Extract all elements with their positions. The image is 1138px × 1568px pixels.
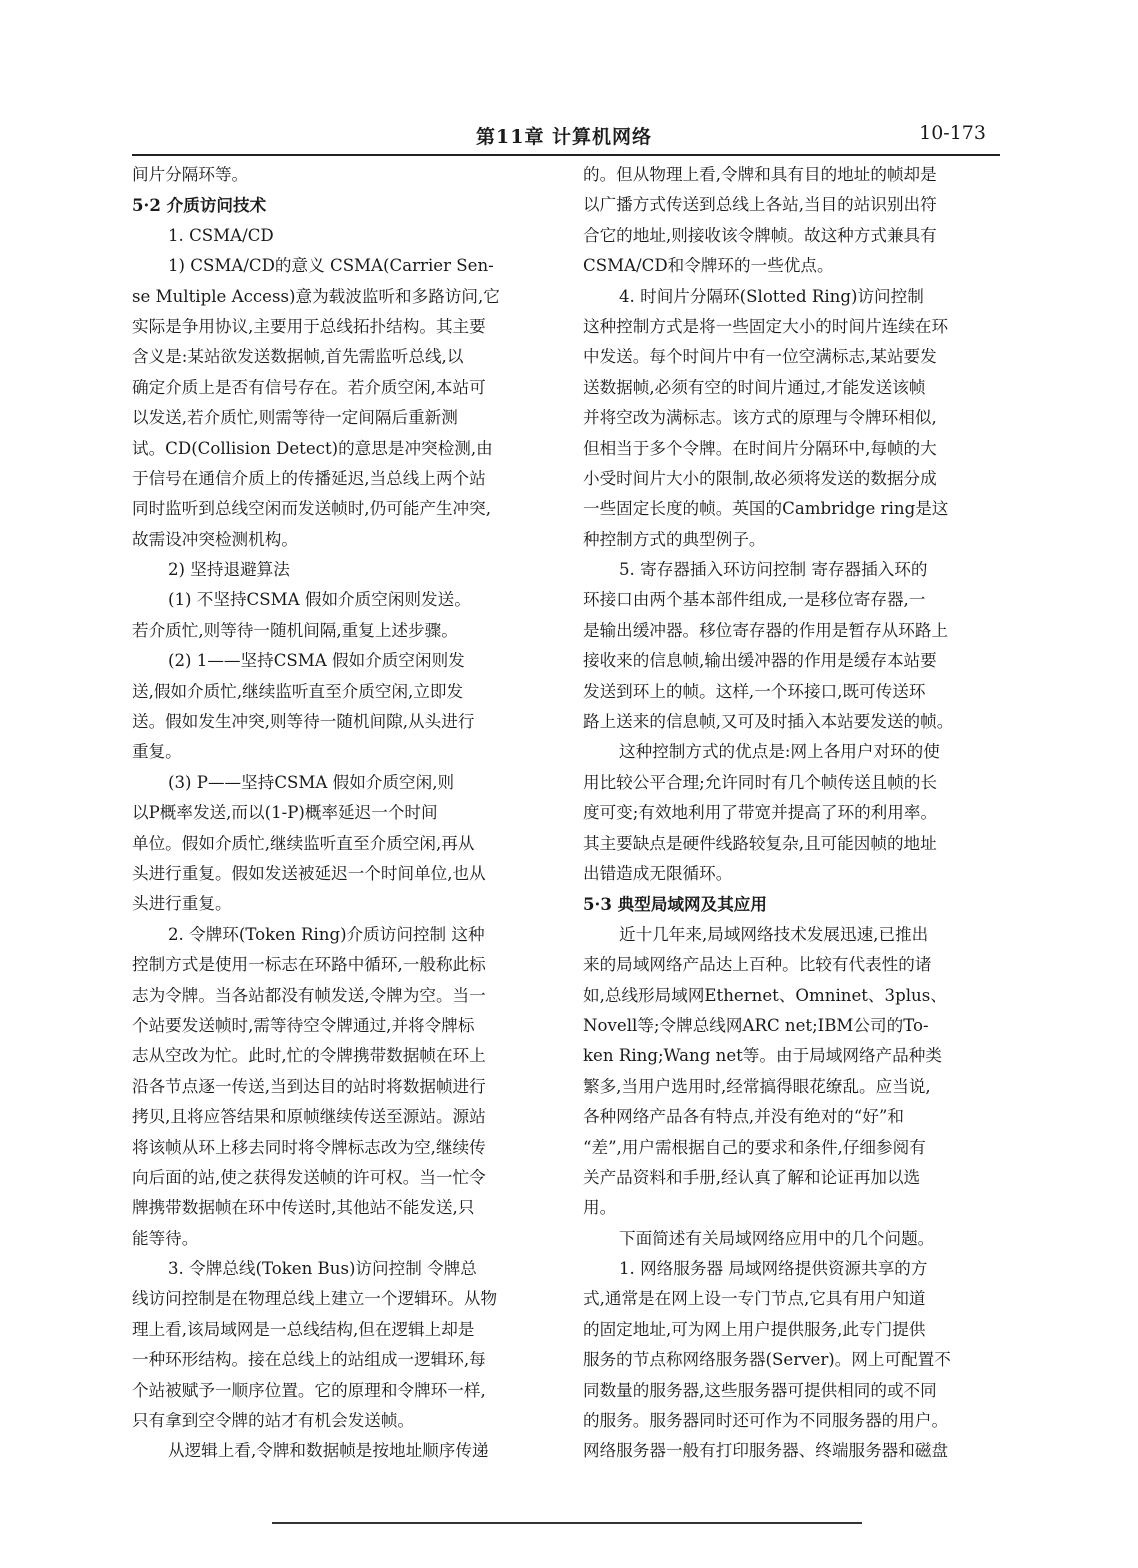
left-column: [132, 160, 552, 1467]
text-line: 但相当于多个令牌。在时间片分隔环中,每帧的大: [583, 438, 937, 458]
text-line: 来的局域网络产品达上百种。比较有代表性的诸: [583, 955, 932, 975]
text-line: 能等待。: [132, 1228, 199, 1248]
text-line: 关产品资料和手册,经认真了解和论证再加以选: [583, 1167, 921, 1187]
text-line: 繁多,当用户选用时,经常搞得眼花缭乱。应当说,: [583, 1076, 931, 1096]
text-line: 2. 令牌环(Token Ring)介质访问控制 这种: [168, 924, 485, 944]
text-line: 小受时间片大小的限制,故必须将发送的数据分成: [583, 468, 937, 488]
text-line: 并将空改为满标志。该方式的原理与令牌环相似,: [583, 408, 937, 428]
text-line: 用。: [583, 1198, 617, 1218]
text-line: 5. 寄存器插入环访问控制 寄存器插入环的: [619, 560, 928, 580]
text-line: 用比较公平合理;允许同时有几个帧传送且帧的长: [583, 772, 938, 792]
text-line: 这种控制方式是将一些固定大小的时间片连续在环: [583, 316, 949, 336]
text-line: 路上送来的信息帧,又可及时插入本站要发送的帧。: [583, 712, 954, 732]
text-line: 志为令牌。当各站都没有帧发送,令牌为空。当一: [132, 985, 486, 1005]
text-line: 个站被赋予一顺序位置。它的原理和令牌环一样,: [132, 1380, 486, 1400]
text-line: 控制方式是使用一标志在环路中循环,一般称此标: [132, 955, 486, 975]
text-line: 送。假如发生冲突,则等待一随机间隙,从头进行: [132, 712, 475, 732]
text-line: 如,总线形局域网Ethernet、Omninet、3plus、: [583, 985, 947, 1005]
section-heading: 5·2 介质访问技术: [132, 195, 267, 216]
right-column: [583, 160, 1003, 1467]
text-line: CSMA/CD和令牌环的一些优点。: [583, 256, 834, 276]
text-line: 理上看,该局域网是一总线结构,但在逻辑上却是: [132, 1319, 475, 1339]
text-line: 送数据帧,必须有空的时间片通过,才能发送该帧: [583, 377, 926, 397]
text-line: 以广播方式传送到总线上各站,当目的站识别出符: [583, 195, 937, 215]
text-line: 2) 坚持退避算法: [168, 560, 290, 580]
text-line: 送,假如介质忙,继续监听直至介质空闲,立即发: [132, 681, 464, 701]
text-line: 4. 时间片分隔环(Slotted Ring)访问控制: [619, 286, 924, 306]
text-line: 若介质忙,则等待一随机间隔,重复上述步骤。: [132, 620, 458, 640]
text-line: ken Ring;Wang net等。由于局域网络产品种类: [583, 1046, 942, 1066]
text-line: 出错造成无限循环。: [583, 863, 733, 883]
text-line: (1) 不坚持CSMA 假如介质空闲则发送。: [168, 590, 471, 610]
text-line: 确定介质上是否有信号存在。若介质空闲,本站可: [132, 377, 486, 397]
text-line: 中发送。每个时间片中有一位空满标志,某站要发: [583, 347, 937, 367]
text-line: 的。但从物理上看,令牌和具有目的地址的帧却是: [583, 165, 937, 184]
text-line: 1) CSMA/CD的意义 CSMA(Carrier Sen-: [168, 256, 494, 276]
text-line: 从逻辑上看,令牌和数据帧是按地址顺序传递: [168, 1441, 489, 1461]
text-line: 头进行重复。: [132, 894, 232, 914]
text-line: 含义是:某站欲发送数据帧,首先需监听总线,以: [132, 347, 464, 367]
text-line: 沿各节点逐一传送,当到达目的站时将数据帧进行: [132, 1076, 486, 1096]
text-line: 个站要发送帧时,需等待空令牌通过,并将令牌标: [132, 1015, 475, 1035]
text-line: 3. 令牌总线(Token Bus)访问控制 令牌总: [168, 1259, 477, 1279]
text-line: 的服务。服务器同时还可作为不同服务器的用户。: [583, 1411, 949, 1431]
text-line: 重复。: [132, 742, 182, 762]
text-line: 将该帧从环上移去同时将令牌标志改为空,继续传: [132, 1137, 486, 1157]
text-line: 是输出缓冲器。移位寄存器的作用是暂存从环路上: [583, 620, 949, 640]
text-line: 一种环形结构。接在总线上的站组成一逻辑环,每: [132, 1350, 486, 1370]
text-line: 志从空改为忙。此时,忙的令牌携带数据帧在环上: [132, 1046, 486, 1066]
text-line: 近十几年来,局域网络技术发展迅速,已推出: [619, 924, 929, 944]
text-line: 同时监听到总线空闲而发送帧时,仍可能产生冲突,: [132, 499, 492, 519]
text-line: 试。CD(Collision Detect)的意思是冲突检测,由: [132, 438, 493, 458]
text-line: 实际是争用协议,主要用于总线拓扑结构。其主要: [132, 316, 486, 336]
text-line: 于信号在通信介质上的传播延迟,当总线上两个站: [132, 468, 486, 488]
text-line: 各种网络产品各有特点,并没有绝对的“好”和: [583, 1107, 904, 1127]
text-line: 种控制方式的典型例子。: [583, 529, 766, 549]
text-line: 一些固定长度的帧。英国的Cambridge ring是这: [583, 499, 949, 519]
text-line: (3) P——坚持CSMA 假如介质空闲,则: [168, 772, 455, 792]
text-line: (2) 1——坚持CSMA 假如介质空闲则发: [168, 651, 465, 671]
text-line: 线访问控制是在物理总线上建立一个逻辑环。从物: [132, 1289, 498, 1309]
text-line: 只有拿到空令牌的站才有机会发送帧。: [132, 1411, 415, 1431]
text-line: 其主要缺点是硬件线路较复杂,且可能因帧的地址: [583, 833, 937, 853]
text-line: 下面简述有关局域网络应用中的几个问题。: [619, 1228, 935, 1248]
chapter-title: 第11章 计算机网络: [476, 126, 653, 148]
text-line: 头进行重复。假如发送被延迟一个时间单位,也从: [132, 863, 486, 883]
text-line: 服务的节点称网络服务器(Server)。网上可配置不: [583, 1350, 951, 1370]
text-line: 单位。假如介质忙,继续监听直至介质空闲,再从: [132, 833, 475, 853]
text-line: 1. 网络服务器 局域网络提供资源共享的方: [619, 1259, 928, 1279]
text-line: 的固定地址,可为网上用户提供服务,此专门提供: [583, 1319, 926, 1339]
text-line: 牌携带数据帧在环中传送时,其他站不能发送,只: [132, 1198, 475, 1218]
text-line: 发送到环上的帧。这样,一个环接口,既可传送环: [583, 681, 926, 701]
header-divider: [132, 154, 1000, 156]
text-line: 度可变;有效地利用了带宽并提高了环的利用率。: [583, 803, 938, 823]
section-heading: 5·3 典型局域网及其应用: [583, 894, 767, 915]
text-line: 1. CSMA/CD: [168, 225, 274, 245]
text-line: “差”,用户需根据自己的要求和条件,仔细参阅有: [583, 1137, 926, 1157]
text-line: 间片分隔环等。: [132, 165, 249, 184]
running-header: [132, 122, 1002, 156]
text-line: 这种控制方式的优点是:网上各用户对环的使: [619, 742, 940, 762]
text-line: Novell等;令牌总线网ARC net;IBM公司的To-: [583, 1015, 929, 1035]
text-line: 环接口由两个基本部件组成,一是移位寄存器,一: [583, 590, 926, 610]
text-line: 以P概率发送,而以(1-P)概率延迟一个时间: [132, 803, 438, 823]
page-number: 10-173: [919, 122, 986, 144]
text-line: 拷贝,且将应答结果和原帧继续传送至源站。源站: [132, 1107, 486, 1127]
text-line: 同数量的服务器,这些服务器可提供相同的或不同: [583, 1380, 937, 1400]
text-line: 式,通常是在网上设一专门节点,它具有用户知道: [583, 1289, 926, 1309]
text-line: se Multiple Access)意为载波监听和多路访问,它: [132, 286, 500, 306]
text-line: 网络服务器一般有打印服务器、终端服务器和磁盘: [583, 1441, 949, 1461]
footer-divider: [272, 1522, 862, 1524]
text-line: 合它的地址,则接收该令牌帧。故这种方式兼具有: [583, 225, 937, 245]
text-line: 以发送,若介质忙,则需等待一定间隔后重新测: [132, 408, 458, 428]
text-line: 接收来的信息帧,输出缓冲器的作用是缓存本站要: [583, 651, 937, 671]
text-line: 故需设冲突检测机构。: [132, 529, 298, 549]
text-line: 向后面的站,使之获得发送帧的许可权。当一忙令: [132, 1167, 486, 1187]
